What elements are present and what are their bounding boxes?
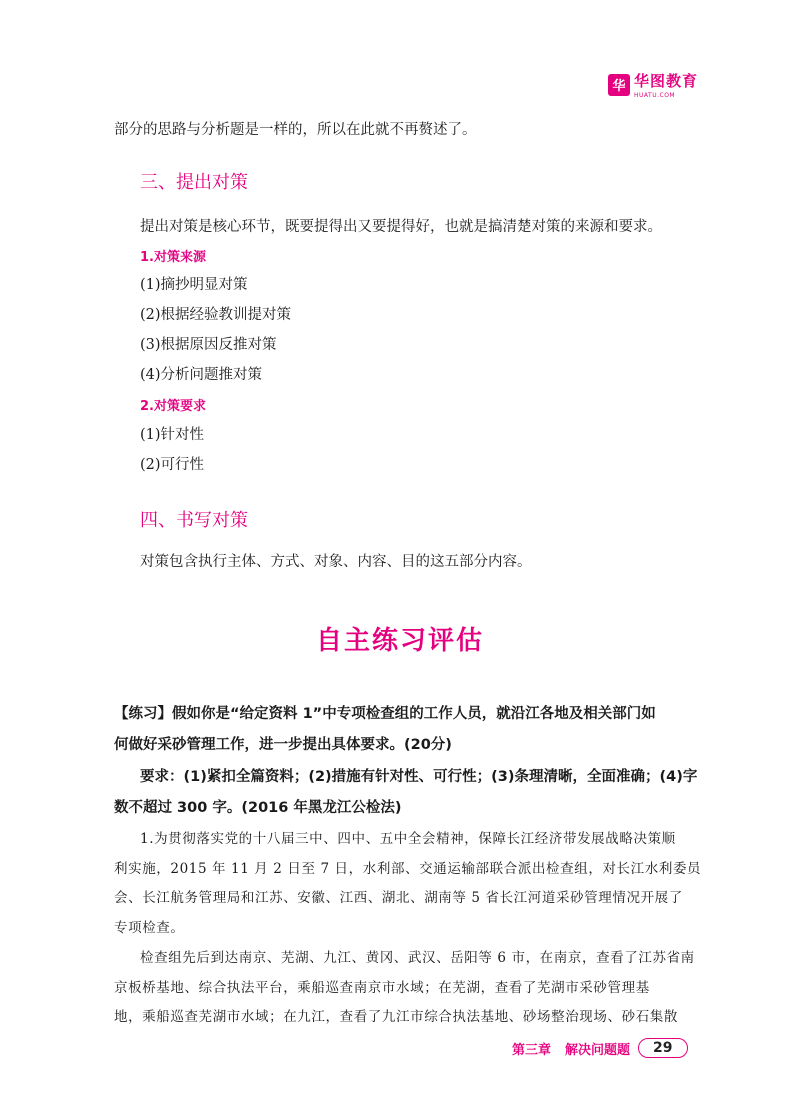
page-footer <box>512 1038 688 1058</box>
requirement-line2: 数不超过 300 字。(2016 年黑龙江公检法) <box>114 800 402 816</box>
material-p2-line3: 地，乘船巡查芜湖市水域；在九江，查看了九江市综合执法基地、砂场整治现场、砂石集散 <box>114 1009 678 1025</box>
sub2-heading: 2.对策要求 <box>140 399 206 414</box>
section4-heading: 四、书写对策 <box>140 510 248 531</box>
sub1-heading: 1.对策来源 <box>140 250 206 265</box>
section3-heading: 三、提出对策 <box>140 172 248 193</box>
huatu-logo-icon: 华 <box>608 74 630 96</box>
material-p1-line3: 会、长江航务管理局和江苏、安徽、江西、湖北、湖南等 5 省长江河道采砂管理情况开展了 <box>114 890 683 906</box>
logo-brand-url: HUATU.COM <box>634 92 676 99</box>
sub2-item-2: (2)可行性 <box>140 457 205 473</box>
sub1-item-3: (3)根据原因反推对策 <box>140 337 277 353</box>
huatu-logo <box>608 70 698 99</box>
sub2-item-1: (1)针对性 <box>140 427 205 443</box>
practice-question-line1: 【练习】假如你是“给定资料 1”中专项检查组的工作人员，就沿江各地及相关部门如 <box>114 706 656 722</box>
footer-chapter-title: 解决问题题 <box>565 1042 631 1058</box>
sub1-item-2: (2)根据经验教训提对策 <box>140 307 292 323</box>
section4-paragraph: 对策包含执行主体、方式、对象、内容、目的这五部分内容。 <box>140 554 532 570</box>
material-p1-line4: 专项检查。 <box>114 920 185 936</box>
material-p1-line1: 1.为贯彻落实党的十八届三中、四中、五中全会精神，保障长江经济带发展战略决策顺 <box>140 831 676 847</box>
material-p1-line2: 利实施，2015 年 11 月 2 日至 7 日，水利部、交通运输部联合派出检查组，对长江水利委员 <box>114 861 702 877</box>
material-p2-line2: 京板桥基地、综合执法平台，乘船巡查南京市水域；在芜湖，查看了芜湖市采砂管理基 <box>114 980 650 996</box>
intro-line: 部分的思路与分析题是一样的，所以在此就不再赘述了。 <box>114 122 477 138</box>
sub1-item-1: (1)摘抄明显对策 <box>140 277 248 293</box>
material-p2-line1: 检查组先后到达南京、芜湖、九江、黄冈、武汉、岳阳等 6 市，在南京，查看了江苏省南 <box>140 950 695 966</box>
sub1-item-4: (4)分析问题推对策 <box>140 367 263 383</box>
requirement-line1: 要求：(1)紧扣全篇资料；(2)措施有针对性、可行性；(3)条理清晰，全面准确；(4)字 <box>140 769 698 785</box>
logo-brand-name: 华图教育 <box>634 72 699 90</box>
practice-title: 自主练习评估 <box>315 626 484 656</box>
section3-paragraph: 提出对策是核心环节，既要提得出又要提得好，也就是搞清楚对策的来源和要求。 <box>140 219 662 235</box>
page-number: 29 <box>638 1038 687 1058</box>
footer-chapter: 第三章 <box>512 1042 552 1058</box>
practice-question-line2: 何做好采砂管理工作，进一步提出具体要求。(20分) <box>114 737 452 753</box>
